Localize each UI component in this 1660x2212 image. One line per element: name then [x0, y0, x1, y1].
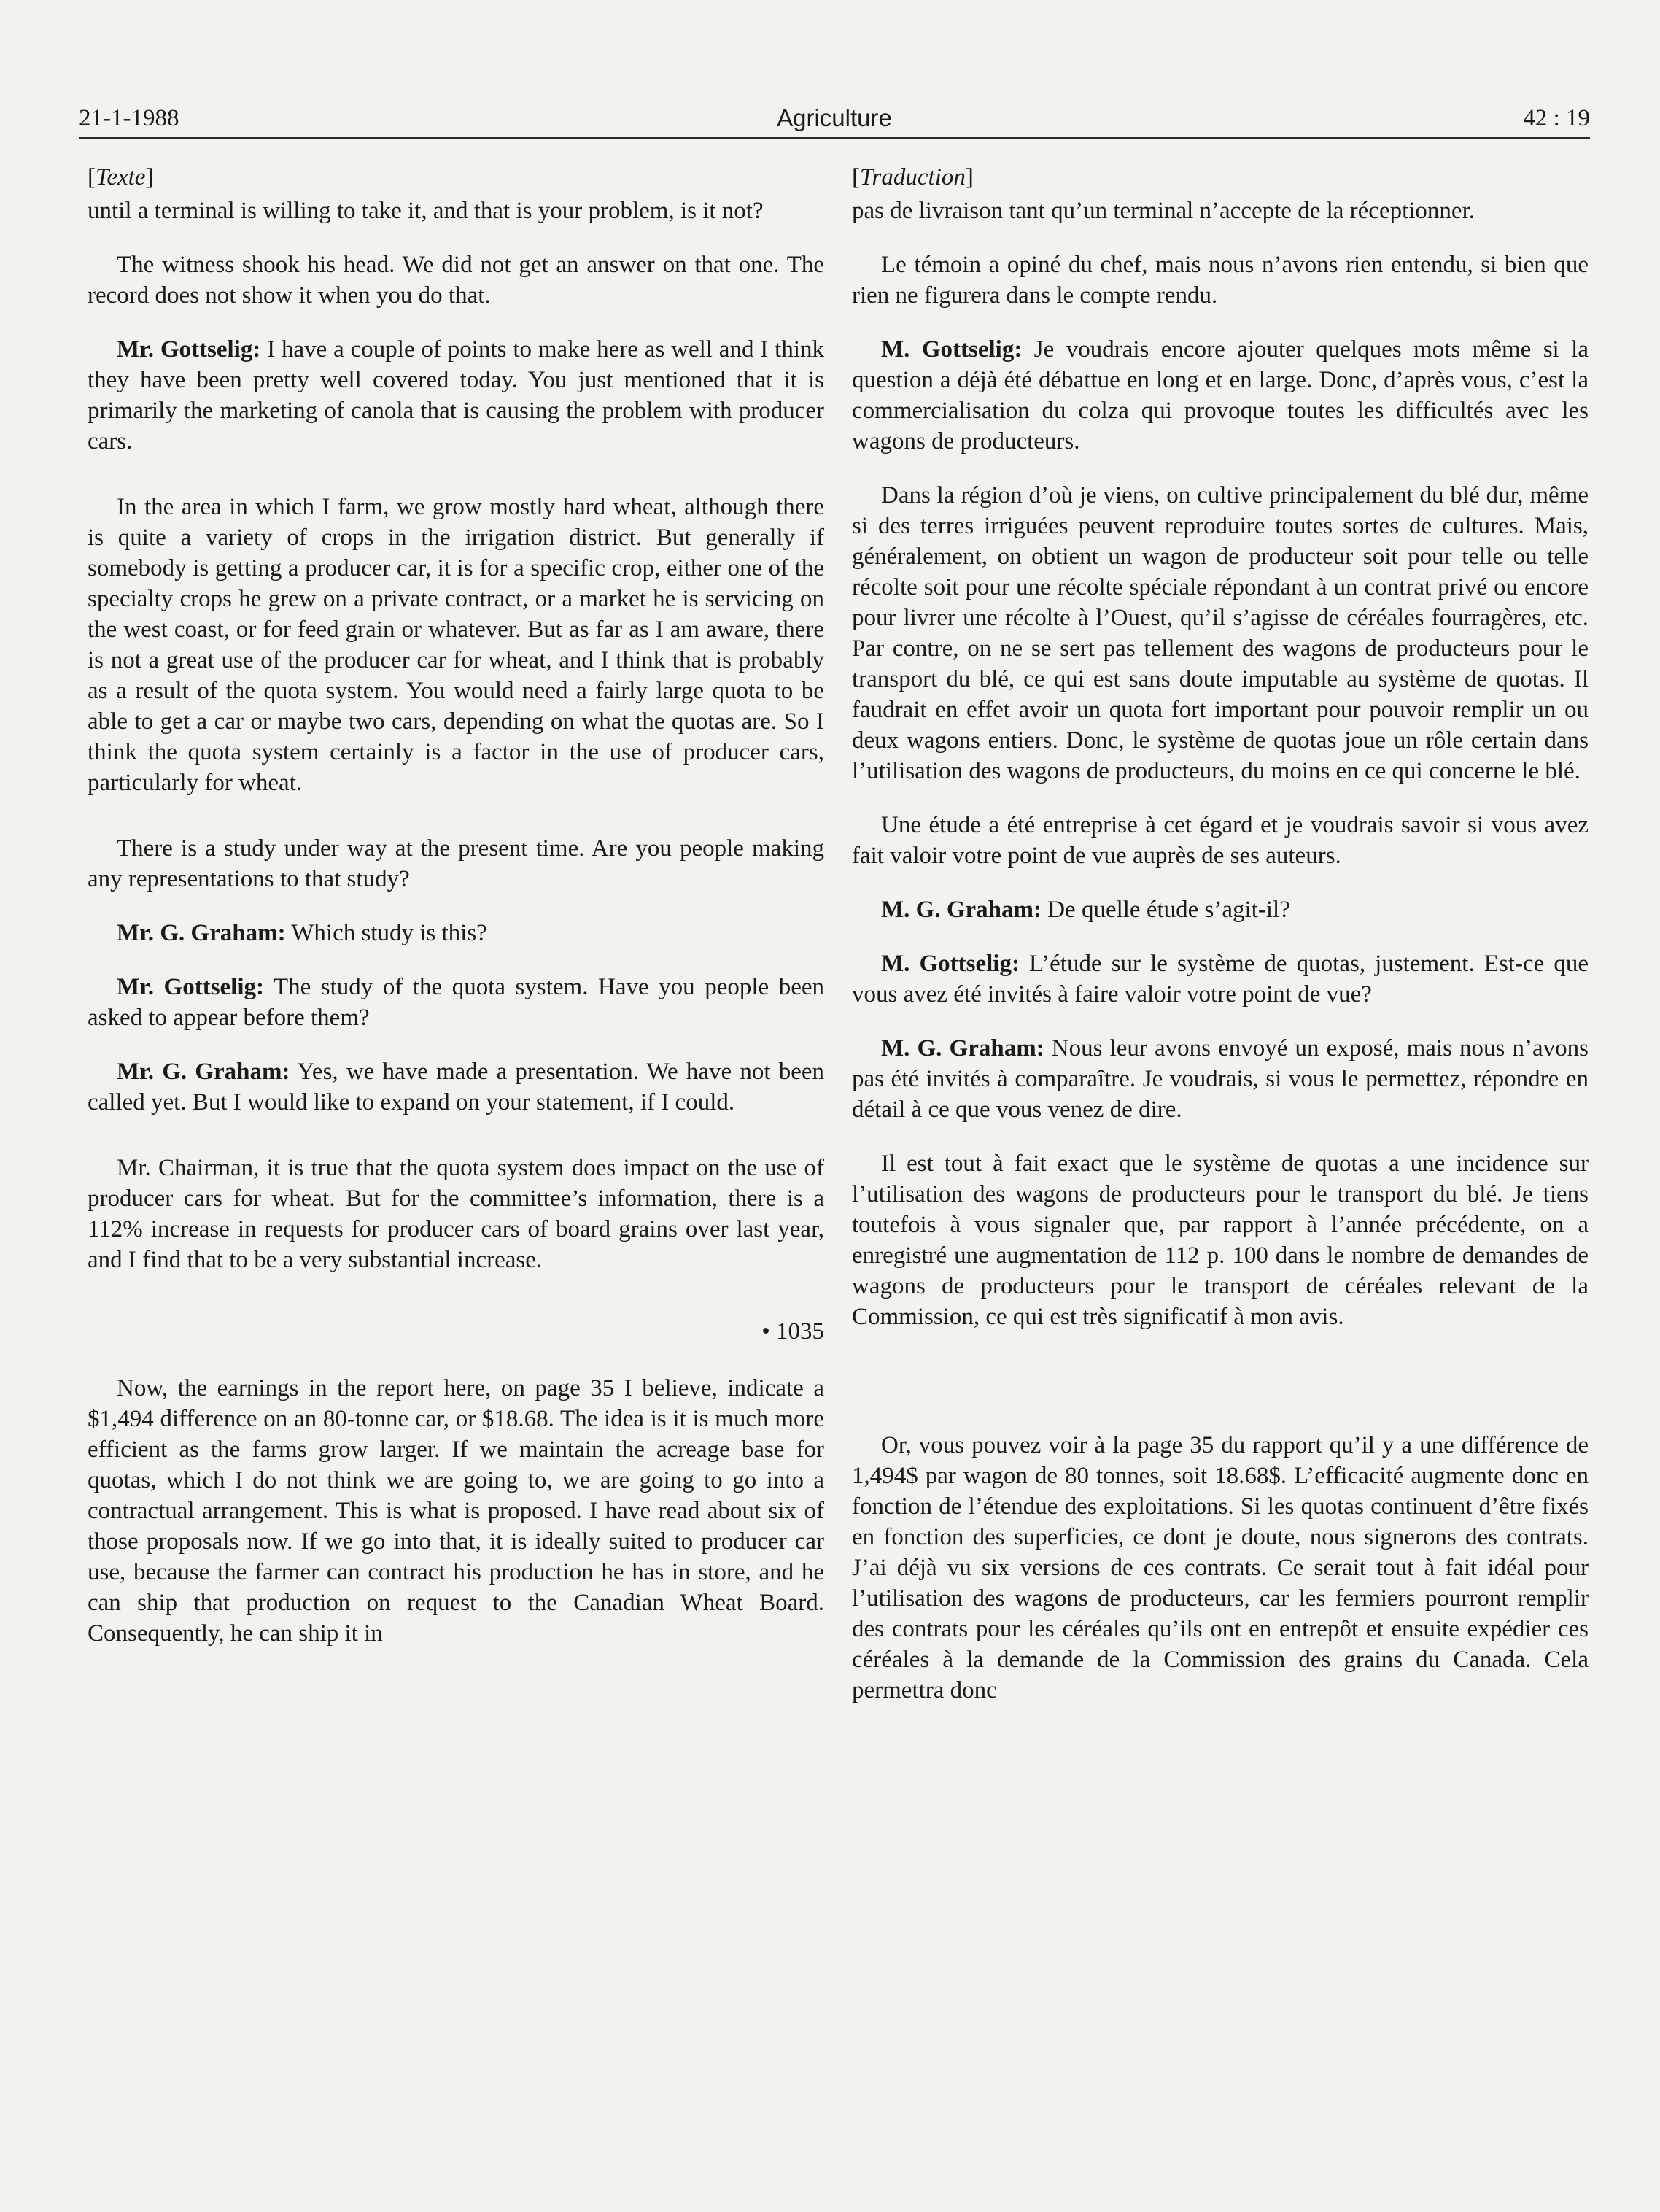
speaker-paragraph: [852, 894, 1589, 925]
speaker-name: M. Gottselig:: [881, 336, 1023, 363]
paragraph: The witness shook his head. We did not get an answer on that one. The record does not show it when you do that.: [88, 252, 824, 309]
speaker-paragraph: [852, 1033, 1589, 1125]
speaker-name: Mr. G. Graham:: [117, 920, 286, 946]
speaker-name: M. G. Graham:: [881, 1035, 1044, 1061]
paragraph: Dans la région d’où je viens, on cultive principalement du blé dur, même si des terres irriguées peuvent reproduire toutes sortes de cultures. Mais, généralement, on obtient un wagon de producteur soit pour telle ou telle récolte soit pour une récolte spéciale répondant à un contrat privé ou encore pour livrer une récolte à l’Ouest, qu’il s’agisse de céréales fourragères, etc. Par contre, on ne se sert pas tellement des wagons de producteurs pour le transport du blé, ce qui est sans doute imputable au système de quotas. Il faudrait en effet avoir un quota fort important pour pouvoir remplir un ou deux wagons entiers. Donc, le système de quotas joue un rôle certain dans l’utilisation des wagons de producteurs, du moins en ce qui concerne le blé.: [852, 482, 1589, 784]
left-column: [88, 162, 824, 1672]
right-column: [852, 162, 1589, 1729]
speaker-text: De quelle étude s’agit-il?: [1041, 897, 1290, 923]
header-page-number: 42 : 19: [1523, 105, 1590, 131]
speaker-name: M. Gottselig:: [881, 951, 1020, 977]
paragraph: Or, vous pouvez voir à la page 35 du rapport qu’il y a une différence de 1,494$ par wagon de 80 tonnes, soit 18.68$. L’efficacité augmente donc en fonction de l’étendue des exploitations. Si les quotas continuent d’être fixés en fonction des superficies, ce dont je doute, nous signerons des contrats. J’ai déjà vu six versions de ces contrats. Ce serait tout à fait idéal pour l’utilisation des wagons de producteurs, car les fermiers pourront remplir des contrats pour les céréales qu’ils ont en entrepôt et ensuite expédier ces céréales à la demande de la Commission des grains du Canada. Cela permettra donc: [852, 1432, 1589, 1704]
paragraph: Une étude a été entreprise à cet égard et je voudrais savoir si vous avez fait valoir votre point de vue auprès de ses auteurs.: [852, 812, 1589, 869]
speaker-text: Which study is this?: [285, 920, 487, 946]
speaker-paragraph: [88, 918, 824, 948]
speaker-text: Nous leur avons envoyé un exposé, mais nous n’avons pas été invités à comparaître. Je voudrais, si vous le permettez, répondre en détail à ce que vous venez de dire.: [852, 1035, 1589, 1123]
column-gap: [852, 1356, 1589, 1401]
section-label-traduction: [Traduction]: [852, 164, 974, 190]
section-label-texte: [Texte]: [88, 164, 154, 190]
speaker-text: The study of the quota system. Have you people been asked to appear before them?: [88, 974, 824, 1031]
paragraph: Now, the earnings in the report here, on page 35 I believe, indicate a $1,494 difference on an 80-tonne car, or $18.68. The idea is it is much more efficient as the farms grow larger. If we maintain the acreage base for quotas, which I do not think we are going to, we are going to go into a contractual arrangement. This is what is proposed. I have read about six of those proposals now. If we go into that, it is ideally suited to producer car use, because the farmer can contract his production he has in store, and he can ship that production on request to the Canadian Wheat Board. Consequently, he can ship it in: [88, 1375, 824, 1647]
time-marker: • 1035: [761, 1318, 824, 1345]
page-header: [79, 102, 1590, 140]
speaker-name: Mr. Gottselig:: [117, 336, 261, 363]
paragraph: There is a study under way at the present time. Are you people making any representations to that study?: [88, 835, 824, 892]
speaker-name: Mr. G. Graham:: [117, 1059, 290, 1085]
header-rule: [79, 137, 1590, 139]
speaker-text: L’étude sur le système de quotas, justement. Est-ce que vous avez été invités à faire valoir votre point de vue?: [852, 951, 1589, 1008]
speaker-paragraph: [852, 948, 1589, 1010]
header-title: Agriculture: [777, 104, 892, 131]
speaker-paragraph: [852, 334, 1589, 457]
speaker-text: Je voudrais encore ajouter quelques mots même si la question a déjà été débattue en long et en large. Donc, d’après vous, c’est la commercialisation du colza qui provoque toutes les difficultés avec les wagons de producteurs.: [852, 336, 1589, 455]
paragraph: Il est tout à fait exact que le système de quotas a une incidence sur l’utilisation des wagons de producteurs pour le transport du blé. Je tiens toutefois à vous signaler que, par rapport à l’année précédente, on a enregistré une augmentation de 112 p. 100 dans le nombre de demandes de wagons de producteurs pour le transport de céréales relevant de la Commission, ce qui est très significatif à mon avis.: [852, 1151, 1589, 1330]
paragraph: Mr. Chairman, it is true that the quota system does impact on the use of producer cars for wheat. But for the committee’s information, there is a 112% increase in requests for producer cars of board grains over last year, and I find that to be a very substantial increase.: [88, 1155, 824, 1273]
speaker-text: I have a couple of points to make here as well and I think they have been pretty well covered today. You just mentioned that it is primarily the marketing of canola that is causing the problem with producer cars.: [88, 336, 824, 455]
speaker-paragraph: [88, 972, 824, 1033]
speaker-paragraph: [88, 334, 824, 457]
speaker-name: Mr. Gottselig:: [117, 974, 265, 1000]
speaker-name: M. G. Graham:: [881, 897, 1042, 923]
speaker-paragraph: [88, 1056, 824, 1118]
paragraph: Le témoin a opiné du chef, mais nous n’avons rien entendu, si bien que rien ne figurera dans le compte rendu.: [852, 252, 1589, 309]
speaker-text: Yes, we have made a presentation. We have not been called yet. But I would like to expand on your statement, if I could.: [88, 1059, 824, 1115]
header-date: 21-1-1988: [79, 105, 179, 131]
paragraph: pas de livraison tant qu’un terminal n’accepte de la réceptionner.: [852, 198, 1475, 224]
paragraph: In the area in which I farm, we grow mostly hard wheat, although there is quite a variety of crops in the irrigation district. But generally if somebody is getting a producer car, it is for a specific crop, either one of the specialty crops he grew on a private contract, or a market he is servicing on the west coast, or for feed grain or whatever. But as far as I am aware, there is not a great use of the producer car for wheat, and I think that is probably as a result of the quota system. You would need a fairly large quota to be able to get a car or maybe two cars, depending on what the quotas are. So I think the quota system certainly is a factor in the use of producer cars, particularly for wheat.: [88, 494, 824, 796]
paragraph: until a terminal is willing to take it, and that is your problem, is it not?: [88, 198, 764, 224]
